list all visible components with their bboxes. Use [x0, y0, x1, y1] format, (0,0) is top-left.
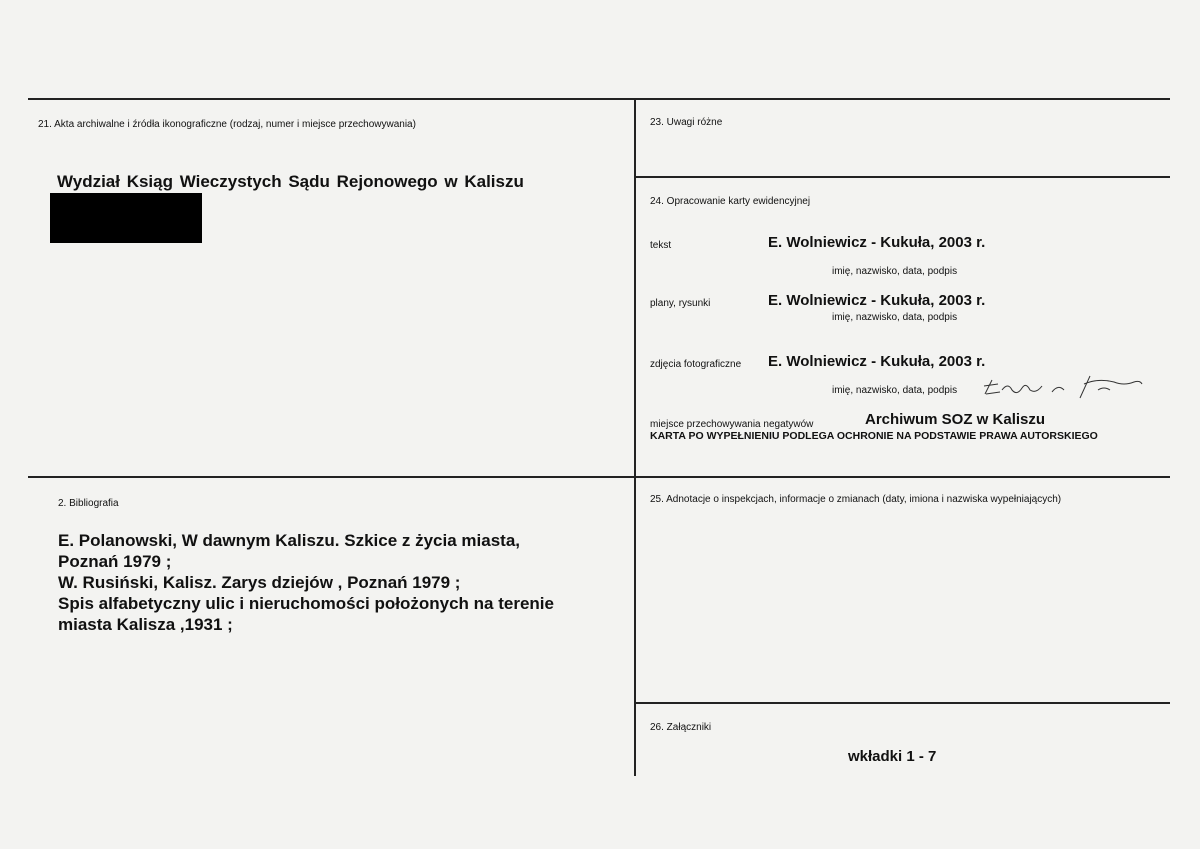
- top-rule: [28, 98, 1170, 100]
- bibliography-entry: Poznań 1979 ;: [58, 552, 172, 571]
- row-caption-plans: imię, nazwisko, data, podpis: [832, 312, 958, 323]
- row-label-photos: zdjęcia fotograficzne: [650, 359, 742, 370]
- row-value-text: E. Wolniewicz - Kukuła, 2003 r.: [768, 234, 986, 251]
- section-24-label: 24. Opracowanie karty ewidencyjnej: [650, 196, 811, 207]
- section-23-label: 23. Uwagi różne: [650, 117, 723, 128]
- row-caption-text: imię, nazwisko, data, podpis: [832, 266, 958, 277]
- handwritten-signature: [980, 370, 1150, 406]
- section-26-label: 26. Załączniki: [650, 722, 712, 733]
- section-21-value: Wydział Ksiąg Wieczystych Sądu Rejonowego w Kaliszu: [57, 172, 524, 191]
- section-25-label: 25. Adnotacje o inspekcjach, informacje o zmianach (daty, imiona i nazwiska wypełniających): [650, 494, 1062, 505]
- negatives-label: miejsce przechowywania negatywów: [650, 419, 814, 430]
- row-label-plans: plany, rysunki: [650, 298, 711, 309]
- bibliography-entry: E. Polanowski, W dawnym Kaliszu. Szkice z życia miasta,: [58, 531, 520, 550]
- row-value-plans: E. Wolniewicz - Kukuła, 2003 r.: [768, 292, 986, 309]
- middle-rule: [28, 476, 1170, 478]
- row-label-text: tekst: [650, 240, 672, 251]
- row-value-photos: E. Wolniewicz - Kukuła, 2003 r.: [768, 353, 986, 370]
- bibliography-entry: W. Rusiński, Kalisz. Zarys dziejów , Poznań 1979 ;: [58, 573, 461, 592]
- bibliography-entry: Spis alfabetyczny ulic i nieruchomości położonych na terenie: [58, 594, 554, 613]
- rule-23-24: [634, 176, 1170, 178]
- section-2-label: 2. Bibliografia: [58, 498, 119, 509]
- copyright-notice: KARTA PO WYPEŁNIENIU PODLEGA OCHRONIE NA PODSTAWIE PRAWA AUTORSKIEGO: [650, 430, 1098, 442]
- row-caption-photos: imię, nazwisko, data, podpis: [832, 385, 958, 396]
- negatives-value: Archiwum SOZ w Kaliszu: [865, 411, 1046, 428]
- section-21-label: 21. Akta archiwalne i źródła ikonograficzne (rodzaj, numer i miejsce przechowywania): [38, 119, 416, 130]
- bibliography-entry: miasta Kalisza ,1931 ;: [58, 615, 233, 634]
- center-divider: [634, 98, 636, 776]
- bibliography-list: [58, 530, 554, 635]
- rule-25-26: [634, 702, 1170, 704]
- redaction-block: [50, 193, 202, 243]
- section-26-value: wkładki 1 - 7: [848, 748, 937, 765]
